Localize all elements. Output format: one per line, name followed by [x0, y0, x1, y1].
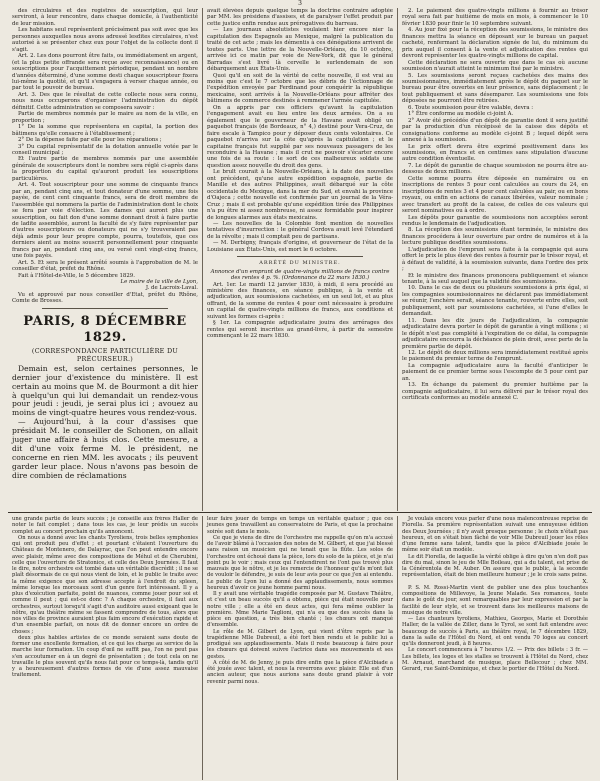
- upper-columns: [8, 8, 592, 511]
- paragraph: Le prix offert devra être exprimé positivement dans les soumissions, en francs et en centimes sans stipulation d'aucune autre condition éventuelle.: [402, 143, 588, 163]
- paragraph: Le rôle de M. Gilbert de Lyon, qui vient d'être repris par la tragédienne Mlle Dubreuil, a été fort bien rendu et le public lui a prodigué ses applaudissements. Mais il reste beaucoup à faire pour les chœurs qui doivent suivre l'actrice dans ses mouvements et ses gestes.: [207, 628, 393, 660]
- feuilleton-column-2: [203, 516, 398, 780]
- paragraph: Le brult courait à la Nouvelle-Orléans, à la date des nouvelles ont précédent, qu'une autre expédition espagnole, partie de Manille et des autres Philippines, avait débarqué sur la côte occidentale du Mexique, dans la mer du Sud, et envahi la province d'Oajeca ; cette nouvelle est confirmée par un journal de la Véra-Cruz ; mais il est probable qu'une expédition tirée des Philippines n'a pu être ni assez nombreuse, ni assez formidable pour inspirer de longues alarmes aux états mexicains.: [207, 169, 393, 221]
- paragraph: § 1er. La compagnie adjudicataire jouira des arrérages des rentes qui seront inscrites au grand-livre, à partir du semestre commençant le 22 mars 1830.: [207, 320, 393, 340]
- paragraph: — M. Derbigny, français d'origine, et gouverneur de l'état de la Louisiane aux États-Unis, est mort le 6 octobre.: [207, 240, 393, 253]
- paragraph: A côté de M. de Jenny, je puis dire enfin que la pièce d'Alcibiade a été jouée avec talent, et nous la reverrons avec plaisir. Elle est d'un ancien auteur, que nous aurions sans doute grand plaisir à voir revenir parmi nous.: [207, 659, 393, 685]
- paragraph: Je voulais encore vous parler d'une nous malencontreuse reprise de Fiorella. Sa première représentation suivait une ennuyeuse édition des Deux Journées ; il n'y avait presque personne ; le choix n'était pas heureux, et on s'était bien fâché de voir Mlle Dubreuil jouer les rôles d'une femme sans talent, tandis que la pièce d'Alcibiade jouée le même soir était un modèle.: [402, 516, 588, 554]
- decree-title: Annonce d'un emprunt de quatre-vingts millions de francs contre des rentes 4 p. %. (Ordonnance du 22 mars 1830.): [210, 268, 390, 282]
- paragraph: 11. Dans les dix jours de l'adjudication, la compagnie adjudicataire devra porter le dépôt de garantie à vingt millions ; si le dépôt n'est pas complété à l'expiration de ce délai, la compagnie adjudicataire encourra la déchéance de plein droit, avec perte de la première partie de dépôt.: [402, 317, 588, 350]
- column-1: [8, 8, 203, 511]
- paragraph: Art. 2. Les dons pourront être faits, ou immédiatement en argent, (et la plus petite offrande sera reçue avec reconnaissance) ou en souscriptions pour l'acquittement périodique, pendant un nombre d'années déterminé, d'une somme desti chaque souscripteur fixera lui-même la quotité, et qu'il s'engagera à verser chaque année, ou par tout le pouvoir de bureau.: [12, 53, 198, 92]
- paragraph: 8. La réception des soumissions étant terminée, le ministre des finances procédera à leur ouverture par ordre de numéros et à la lecture publique desdites soumissions.: [402, 227, 588, 247]
- paragraph: Demain est, selon certaines personnes, le dernier jour d'existence du ministère. Il est certain au moins que M. de Bourmont a dit hier à quelqu'un qui lui demandait un rendez-vous pour jeudi : jeudi, je serai plus ici ; avouez au moins de vingt-quatre heures vous rendez-vous.: [12, 363, 198, 418]
- paragraph: P. S. M. Rossi-Martin vient de publier une des plus touchantes compositions de Millevoye, la Jeune Malade. Ses romances, toute dans le goût du jour, sont remarquables par leur expression et par la facilité de leur style, et se trouvent dans les meilleures maisons de musique de notre ville.: [402, 584, 588, 616]
- feuilleton-columns: [8, 516, 592, 780]
- paragraph: Le concert commencera à 7 heures 1/2. — Prix des billets : 3 fr. — Les billets, les loges et les stalles se trouvent à l'Hôtel du Nord, chez M. Arnaud, marchand de musique, place Bellecour ; chez MM. Gerard, rue Saint-Dominique, et chez le portier de l'Hôtel du Nord.: [402, 647, 588, 672]
- divider: [237, 256, 363, 257]
- paragraph: 3° Du capital représentatif de la dotation annuelle votée par le conseil municipal ;: [12, 143, 198, 156]
- paragraph: Ce que je viens de dire de l'orchestre me rappelle qu'on m'a accusé de l'avoir blâmé à l'occasion des notes de M. Gilbert, et que j'ai blessé sans raison un musicien qui ne tenait que la flûte. Les solos de l'orchestre ont échoué dans la pièce, lors du solo de la pièce, et je n'ai point pu le voir ; mais ceux qui l'entendirent ne l'ont pas trouvé plus mauvais que le nôtre, et je les remercie de l'honneur qu'ils m'ont fait de vouloir le défendre, je suis de leur avis pour ce que j'en ai entendu. Le public de Lyon lui a donné des applaudissements, nous sommes heureux d'avoir ce jeune homme parmi nous.: [207, 534, 393, 591]
- paragraph: 2° Avoir été précédée d'un dépôt de garantie dont il sera justifié par la production d'un récépissé de la caisse des dépôts et consignations conforme au modèle ci-joint B ; lequel dépôt sera annexé à la soumission.: [402, 117, 588, 144]
- paragraph: 2. Le paiement des quatre-vingts millions à fournir au trésor royal sera fait par huitième de mois en mois, à commencer le 10 février 1830 pour finir le 10 septembre suivant.: [402, 8, 588, 27]
- paragraph: une grande partie de leurs succès ; je conseille aux frères Haller de noter le fait complet ; dans tous les cas, je leur prédis un succès complet au concert prochain qu'ils annoncent.: [12, 516, 198, 535]
- paragraph: — Aujourd'hui, à la cour d'assises que présidait M. le conseiller de Schonen, on allait juger une affaire à huis clos. Cette mesure, a dit d'une voix ferme M. le président, ne concerne en rien MM. les avocats ; ils peuvent garder leur place. Nous n'avons pas besoin de dire combien de réclamations: [12, 417, 198, 480]
- paragraph: Il y avait une véritable tragédie composée par M. Gustave Théâtre, et c'est un beau succès qu'il a obtenu, pièce qui était nouvelle pour notre ville ; elle a été en deux actes, qui fera même oublier la première. Mme Marie Taglioni, qui n'a eu que des succès dans la pièce en question, a très bien chanté ; les chœurs ont manqué d'ensemble.: [207, 591, 393, 629]
- paragraph: Art. 3. Des que le résultat de cette collecte nous sera connu, nous nous occuperons d'organiser l'administration du dépôt définitif. Cette administration se composera savoir :: [12, 91, 198, 111]
- paragraph: 10. Dans le cas de deux ou plusieurs soumissions à prix égal, si les compagnies soumissionnaires ne déclarent pas immédiatement se réunir, l'enchère serait, séance tenante, rouverte entre elles, soit publiquement, soit par soumissions cachetées, si l'une d'elles le demandait.: [402, 285, 588, 318]
- signature-line: Le maire de la ville de Lyon,: [120, 279, 198, 286]
- section-subheadline: (CORRESPONDANCE PARTICULIÈRE DU PRÉCURSEUR.): [31, 346, 179, 363]
- paragraph: 1° De la somme que représentera en capital, la portion des bâtimens qu'elle consacre à l'établissement ;: [12, 124, 198, 137]
- paragraph: 12. Le dépôt de deux millions sera immédiatement restitué après le paiement du premier terme de l'emprunt.: [402, 350, 588, 363]
- paragraph: Les habitans seul représentent précisément pas soit avec que les personnes auxquelles nous avons adressé lesdites circulaires, n'est autorisé à se présenter chez eux pour l'objet de la collecte dont il s'agit.: [12, 27, 198, 53]
- paragraph: des circulaires et des registres de souscription, qui leur serviront, à leur rencontre, dans chaque domicile, à l'authenticité de leur mission.: [12, 8, 198, 27]
- paragraph: Et l'autre partie de membres nommés par une assemblée générale de souscripteurs dont le nombre sera réglé ci-après dans la proportion du capital qu'auront produit les souscriptions particulières.: [12, 156, 198, 182]
- paragraph: Et le ministre des finances prononcera publiquement et séance tenante, à la seul auquel que la validité des soumissions.: [402, 272, 588, 286]
- section-headline: PARIS, 8 DÉCEMBRE 1829.: [23, 313, 187, 345]
- paragraph: leur faire jouer de temps en temps un véritable quatuor ; que ces jeunes gens travaillent au conservatoire de Paris, et que la prochaine soirée soit dans le mois.: [207, 516, 393, 535]
- feuilleton-column-3: [398, 516, 592, 780]
- paragraph: Cette somme pourra être déposée en numéraire ou en inscriptions de rentes 5 pour cent calculées au cours du 24, en inscriptions de rentes 3 et 4 pour cent calculées au pair, ou en bons royaux, ou enfin en actions de canaux libérées, valeur nominale ; avec transfert au profit de la caisse, de celles de ces valeurs qui seront nominatives ou à ordre.: [402, 175, 588, 215]
- paragraph: 6. Toute soumission pour être valable, devra :: [408, 104, 534, 111]
- paragraph: avait élevées depuis quelque temps la doctrine contraire adoptée par MM. les présidens d'assises, et de paralyser l'effet produit par cette justice enfin rendue aux prérogatives du barreau.: [207, 8, 393, 27]
- feuilleton-column-1: [8, 516, 203, 780]
- paragraph: Art. 5. Et sera le présent arrêté soumis à l'approbation de M. le conseiller d'état, préfet du Rhône.: [12, 259, 198, 273]
- paragraph: La compagnie adjudicataire aura la faculté d'anticiper le paiement de ce premier terme sous l'escompte de 5 pour cent par an.: [402, 362, 588, 382]
- decree-heading: ARRÊTÉ DU MINISTRE.: [259, 260, 341, 267]
- paragraph: Fait à l'Hôtel-de-Ville, le 5 décembre 1829.: [18, 272, 135, 279]
- paragraph: Les dépôts pour garantie de soumissions non acceptées seront rendus le lendemain de l'adjudication.: [402, 214, 588, 227]
- paragraph: On nous a donné avec les chants Tyroliens, trois belles symphonies qui ont produit peu d'effet ; et pourtant c'étaient l'ouverture du Château de Montenero, de Dalayrac, que l'on peut entendre encore avec plaisir, même avec des compositions de Méhul et de Cherubini, celle que l'ouverture de Stratonice, et celle des Deux Journées. Il faut le dire, notre orchestre est tombé dans un véritable discrédit ; il ne se plaît désormais de ce qui nous vient de loin, et le public le traite avec la même exigence que son adresse accepte à l'endroit du spleen, même lorsque les morceaux sont d'un genre fort intéressant. Il y a plus d'exécution parfaite, point de nuances, comme jouer pour soi et comme il peut ; qui est-ce donc ? A chaque orchestre, il faut aux orchestres, surtout lorsqu'il s'agit d'un auditoire aussi exigeant que le nôtre, qu'au théâtre même se fassent comprendre de tous, alors que nos villes de province auraient plus faim encore d'exécution rapide et d'un ensemble parfait, on nous dit de donner encore un ordre de choses ;: [12, 534, 198, 635]
- author-initial: X.: [582, 578, 588, 585]
- paragraph: 13. En échange du paiement du premier huitième par la compagnie adjudicataire, il lui sera délivré par le trésor royal des certificats conformes au modèle annexé C.: [402, 382, 588, 402]
- paragraph: L'adjudication de l'emprunt sera faite à la compagnie qui aura offert le prix le plus élevé des rentes à fournir par le trésor royal, et à défaut de validité, à la soumission suivante, dans l'ordre des prix ;: [402, 246, 588, 273]
- divider: [42, 308, 168, 309]
- paragraph: 2° De la dépense faite par elle pour les réparations ;: [18, 137, 162, 144]
- paragraph: Vu et approuvé par nous conseiller d'Etat, préfet du Rhône, Comte de Brosses.: [12, 291, 198, 305]
- column-3: [398, 8, 592, 511]
- paragraph: Quoi qu'il en soit de la vérité de cette nouvelle, il est vrai au moins que c'est le 7 octobre que les débris de l'éctionnage de l'expédition envoyée par Ferdinand pour conquérir la république mexicaine, sont arrivés à la Nouvelle-Orléans pour affréter des bâtimens de commerce destinés à remmener l'armée capitulée.: [207, 72, 393, 105]
- paragraph: 4. Au jour fixé pour la réception des soumissions, le ministre des finances mettra la séance en déposant sur le bureau un paquet cacheté, renfermant la déclaration signée de lui, du minimum du prix auquel il consent à la vente et adjudication des rentes qui devront représenter les quatre-vingts millions de capital.: [402, 27, 588, 60]
- feuilleton-separator: [8, 512, 592, 513]
- paragraph: 7. Le dépôt de garantie de chaque soumission ne pourra être au-dessous de deux millions.: [402, 162, 588, 176]
- paragraph: 5. Les soumissions seront reçues cachetées des mains des soumissionnaires, immédiatement après le dépôt du paquet sur le bureau pour être ouvertes en leur présence, sans déplacement ; le tout publiquement et sans désemparer. Les soumissions une fois déposées ne pourront être retirées.: [402, 72, 588, 105]
- paragraph: — Les journaux absolutistes voulaient hier encore nier la capitulation des Espagnols au Mexique, malgré la publication du traité de cet acte ; mais les démentis à ces dénégations arrivent de toutes parts. Une lettre de la Nouvelle-Orléans, du 10 octobre, arrivée ici ce matin par voie de New-York, dit que le général Barradas s'est livré là cervelle le surlendemain de son débarquement aux États-Unis.: [207, 27, 393, 73]
- paragraph: On a appris par ces officiers qu'avant la capitulation l'engagement avait eu lieu entre les deux armées. On a su également que le gouverneur de la Havane avait obligé un paquebot français (de Bordeaux, n° 4,) destiné pour Vera-Cruz, de faire escale à Tampico pour y déposer deux cents volontaires. Ce paquebot n'arriva sur la côte qu'après la capitulation ; et le capitaine français fut supplié par ses nouveaux passagers de les reconduire à la Havane ; mais il crut ne pouvoir s'écarter encore une fois de sa route : le sort de ces malheureux soldats une question assez nouvelle du droit des gens.: [207, 104, 393, 169]
- paragraph: Art. 4. Tout souscripteur pour une somme de cinquante francs par an, pendant cinq ans, et tout donateur d'une somme, une fois payée, de cent cent cinquante francs, sera de droit membre de l'assemblée qui nommera la partie de l'administration dont le choix se fera par voie d'élection. Les dames qui auront plus une souscription, ou fait don d'une somme donnant droit à faire partie de ladite assemblée, auront la faculté de s'y faire représenter par d'autres souscripteurs ou donateurs qui ne s'y trouveraient pas déjà admis pour leur propre compte, pourra, toutefois, que ces derniers aient au moins souscrit personnellement pour cinquante francs par an, pendant cinq ans, ou versé cent vingt-cinq francs, une fois payés.: [12, 182, 198, 260]
- paragraph: deux plus habiles artistes de ce monde seraient sans doute de former une excellente formation, et ce qui les charge au service de la marche leur formation. Un coup d'œil ne suffit pas, l'on ne peut pas s'en accoutumer en à un degré de présentation ; de tout cela on ne travaille le plus souvent qu'ils nous fait pour ce temps-là, tandis qu'il y a heureusement d'autres formes de vie d'une assez mauvaise traitement.: [12, 634, 198, 679]
- paragraph: Cette déclaration ne sera ouverte que dans le cas où aucune soumission n'aurait atteint le minimum fixé par le ministre.: [402, 59, 588, 73]
- paragraph: 1° Être conforme au modèle ci-joint A.: [408, 111, 514, 118]
- column-2: [203, 8, 398, 511]
- signature-name: J. de Lacroix-Laval.: [145, 285, 198, 292]
- paragraph: Art. 1er. Le mardi 12 janvier 1830, à midi, il sera procédé au ministère des finances, en séance publique, à la vente et adjudication, aux soumissions cachetées, en un seul lot, et au plus offrant, de la somme de rentes 4 pour cent nécessaire à produire un capital de quatre-vingts millions de francs, aux conditions et suivant les formes ci-après :: [207, 281, 393, 320]
- paragraph: Partie de membres nommés par le maire au nom de la ville, en proportion ;: [12, 111, 198, 124]
- paragraph: — Les nouvelles de la Colombie font mention de nouvelles tentatives d'insurrection : le général Cordova avait levé l'étendard de la révolte ; mais il comptait peu de partisans.: [207, 220, 393, 240]
- paragraph: Le dit Fiorella, de laquelle la vérité oblige à dire qu'on n'en doit pas dire du mal, sinon le jeu de Mlle Boileau, qui a du talent, est prise de la Cénérentola de M. Auber. On assure que le public, à la seconde représentation, était de bien meilleure humeur ; je le crois sans peine.: [402, 553, 588, 579]
- paragraph: — Les chanteurs tyroliens, Mathieu, Georges, Marie et Dorothée Haller, de la vallée de Ziller, dans le Tyrol, se sont fait entendre avec beaucoup de succès à Paris, au théâtre royal, le 7 décembre 1829, dans la salle de l'Hôtel du Nord, et ont vendu 70 loges au concert qu'ils donneront jeudi, à 8 heures.: [402, 616, 588, 647]
- page-number: 3: [298, 0, 302, 7]
